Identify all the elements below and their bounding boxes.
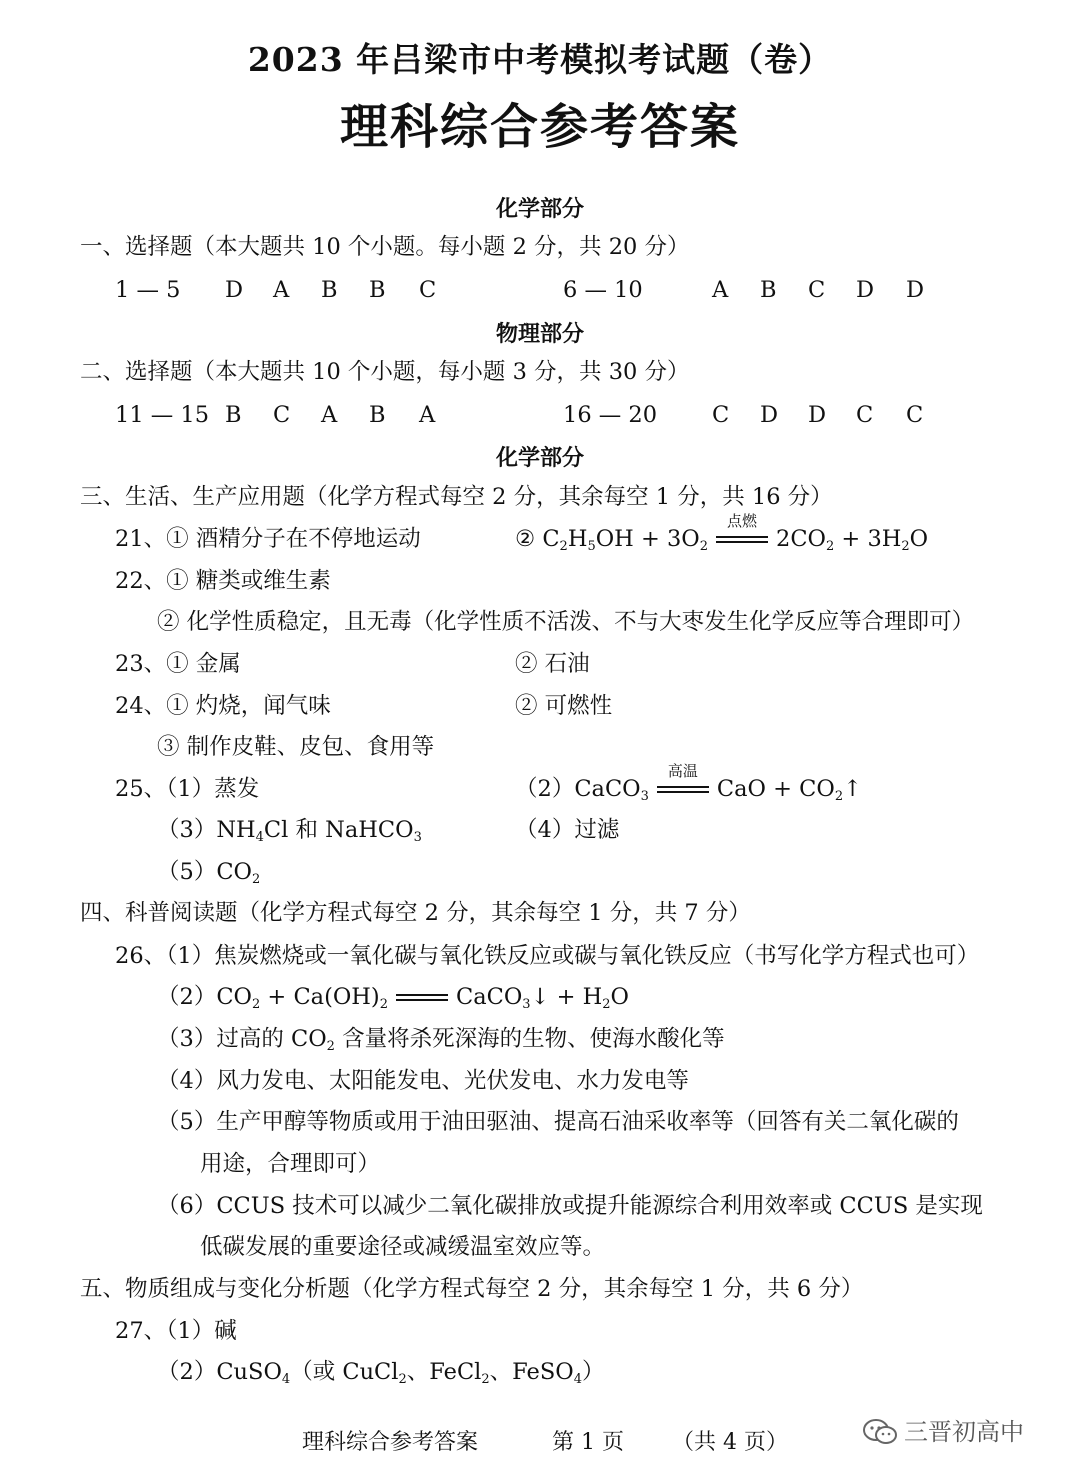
watermark [862,1412,1024,1447]
answer-key-title: 理科综合参考答案 [339,99,740,155]
q24-answer-1: 24、① 灼烧，闻气味 [115,693,331,719]
part2-heading: 二、选择题（本大题共 10 个小题，每小题 3 分，共 30 分） [80,359,690,385]
answer-9: D [856,277,875,303]
q26-answer-5-line2: 用途，合理即可） [200,1151,381,1177]
answer-6: A [712,277,729,303]
q22-answer-2: ② 化学性质稳定，且无毒（化学性质不活泼、不与大枣发生化学反应等合理即可） [157,609,975,635]
answer-8: C [808,277,826,303]
physics-section-heading: 物理部分 [495,321,584,347]
answer-17: D [760,402,779,428]
q21-equation: ② $C_2H_5OH + 3O_2$ 点燃 $2CO_2 + 3H_2O$ [515,512,929,554]
q26-answer-4: （4）风力发电、太阳能发电、光伏发电、水力发电等 [157,1068,689,1094]
range-label: 6 — 10 [563,277,643,303]
wechat-icon [862,1418,898,1446]
part1-heading: 一、选择题（本大题共 10 个小题。每小题 2 分，共 20 分） [80,234,690,260]
answer-16: C [712,402,730,428]
range-label: 16 — 20 [563,402,658,428]
q25-answer-5: $(5)CO_2$ [157,859,261,887]
q24-answer-2: ② 可燃性 [515,693,613,719]
q24-answer-3: ③ 制作皮鞋、皮包、食用等 [157,734,435,760]
q26-answer-5-line1: （5）生产甲醇等物质或用于油田驱油、提高石油采收率等（回答有关二氧化碳的 [157,1109,959,1135]
q25-answer-1: 25、（1）蒸发 [115,776,260,802]
answer-5: C [419,277,437,303]
footer-page-total: （共 4 页） [672,1430,788,1455]
answer-13: A [321,402,338,428]
q26-answer-6-line1: （6）CCUS 技术可以减少二氧化碳排放或提升能源综合利用效率或 CCUS 是实现 [157,1193,983,1219]
footer-page-number: 第 1 页 [552,1430,624,1455]
answer-14: B [369,402,386,428]
q21-answer-1: 21、① 酒精分子在不停地运动 [115,526,421,552]
reaction-arrow: 高温 [655,780,711,800]
answer-20: C [906,402,924,428]
footer-doc-name: 理科综合参考答案 [302,1430,479,1455]
answer-10: D [906,277,925,303]
part5-heading: 五、物质组成与变化分析题（化学方程式每空 2 分，其余每空 1 分，共 6 分） [80,1276,864,1302]
reaction-arrow: 点燃 [714,530,770,550]
chemistry-section-heading: 化学部分 [495,196,584,222]
answer-4: B [369,277,386,303]
q26-answer-6-line2: 低碳发展的重要途径或减缓温室效应等。 [200,1234,606,1260]
q26-answer-1: 26、（1）焦炭燃烧或一氧化碳与氧化铁反应或碳与氧化铁反应（书写化学方程式也可） [115,943,980,969]
q25-answer-3: $(3)NH_4Cl$ 和 NaHCO$_3$ [157,817,422,845]
q26-equation: $(2)CO_2 + Ca(OH)_2$ CaCO$_3$↓ + $H_2O$ [157,984,629,1012]
q25-equation: （2）CaCO$_3$ 高温 CaO + $CO_2↑$ [515,762,862,804]
q27-answer-1: 27、（1）碱 [115,1318,237,1344]
answer-12: C [273,402,291,428]
q26-answer-3: （3）过高的 $CO_2$ 含量将杀死深海的生物、使海水酸化等 [157,1026,725,1054]
q22-answer-1: 22、① 糖类或维生素 [115,568,331,594]
q23-answer-2: ② 石油 [515,651,590,677]
q23-answer-1: 23、① 金属 [115,651,241,677]
part3-heading: 三、生活、生产应用题（化学方程式每空 2 分，其余每空 1 分，共 16 分） [80,484,833,510]
range-label: 1 — 5 [115,277,181,303]
q25-answer-4: （4）过滤 [515,817,620,843]
answer-1: D [225,277,244,303]
answer-11: B [225,402,242,428]
reaction-arrow [394,988,450,1008]
answer-19: C [856,402,874,428]
chemistry-section-heading-2: 化学部分 [495,445,584,471]
answer-7: B [760,277,777,303]
answer-3: B [321,277,338,303]
answer-18: D [808,402,827,428]
answer-15: A [419,402,436,428]
q27-answer-2: （2）CuSO$_4$（或 CuCl$_2$、FeCl$_2$、FeSO$_4$） [157,1359,605,1387]
exam-title: 2023 年吕梁市中考模拟考试题（卷） [247,40,833,79]
answer-2: A [273,277,290,303]
watermark-text: 三晋初高中 [904,1418,1024,1446]
range-label: 11 — 15 [115,402,210,428]
part4-heading: 四、科普阅读题（化学方程式每空 2 分，其余每空 1 分，共 7 分） [80,900,751,926]
